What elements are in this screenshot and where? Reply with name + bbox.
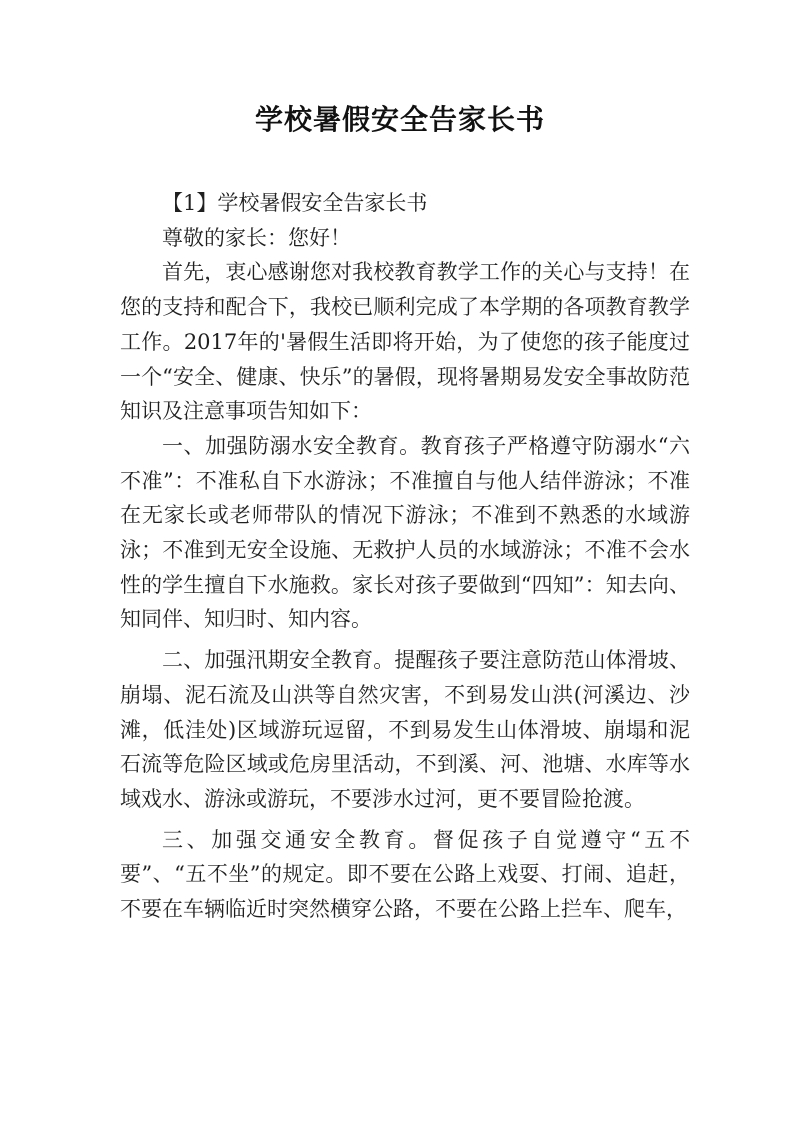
document-body	[120, 186, 690, 927]
paragraph-traffic-safety: 三、加强交通安全教育。督促孩子自觉遵守“五不要”、“五不坐”的规定。即不要在公路上戏耍、打闹、追赶，不要在车辆临近时突然横穿公路，不要在公路上拦车、爬车，	[120, 827, 690, 922]
paragraph-drowning-safety: 一、加强防溺水安全教育。教育孩子严格遵守防溺水“六不准”：不准私自下水游泳；不准擅自与他人结伴游泳；不准在无家长或老师带队的情况下游泳；不准到不熟悉的水域游泳；不准到无安全设施、无救护人员的水域游泳；不准不会水性的学生擅自下水施救。家长对孩子要做到“四知”：知去向、知同伴、知归时、知内容。	[120, 433, 690, 632]
paragraph-greeting: 尊敬的家长：您好！	[162, 225, 351, 250]
page-title: 学校暑假安全告家长书	[254, 103, 545, 136]
paragraph-intro: 首先，衷心感谢您对我校教育教学工作的关心与支持！在您的支持和配合下，我校已顺利完成了本学期的各项教育教学工作。2017年的'暑假生活即将开始，为了使您的孩子能度过一个“安全、健康、快乐”的暑假，现将暑期易发安全事故防范知识及注意事项告知如下：	[120, 260, 690, 424]
paragraph-flood-safety: 二、加强汛期安全教育。提醒孩子要注意防范山体滑坡、崩塌、泥石流及山洪等自然灾害，不到易发山洪(河溪边、沙滩，低洼处)区域游玩逗留，不到易发生山体滑坡、崩塌和泥石流等危险区域或危房里活动，不到溪、河、池塘、水库等水域戏水、游泳或游玩，不要涉水过河，更不要冒险抢渡。	[120, 648, 690, 811]
paragraph-heading: 【1】学校暑假安全告家长书	[162, 191, 428, 215]
